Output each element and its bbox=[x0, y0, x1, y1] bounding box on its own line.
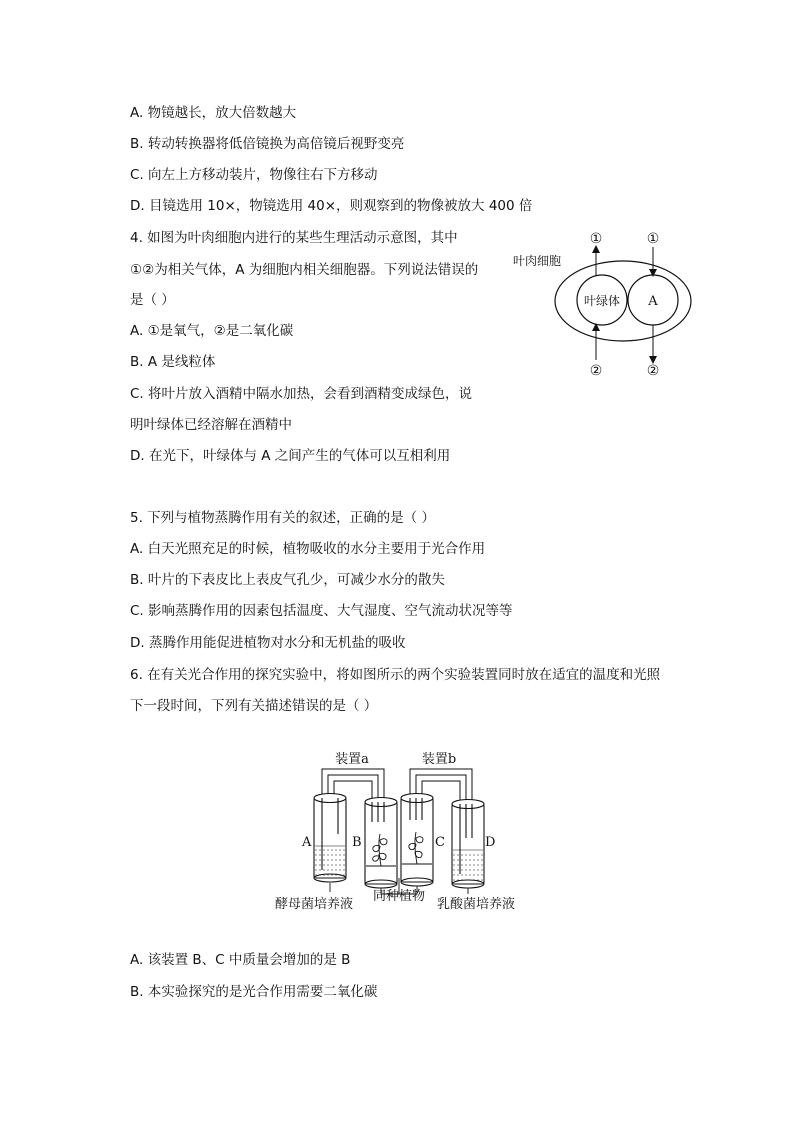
lactic-label: 乳酸菌培养液 bbox=[436, 897, 516, 912]
q5-option-a: A. 白天光照充足的时候，植物吸收的水分主要用于光合作用 bbox=[130, 541, 486, 557]
tube-d bbox=[452, 800, 484, 889]
plant-label: 同种植物 bbox=[372, 889, 426, 904]
device-a-label: 装置a bbox=[335, 752, 369, 767]
q5-stem: 5. 下列与植物蒸腾作用有关的叙述，正确的是（ ） bbox=[130, 510, 435, 526]
device-b-label: 装置b bbox=[421, 752, 457, 767]
q3-option-a: A. 物镜越长，放大倍数越大 bbox=[130, 105, 297, 121]
q4-option-b: B. A 是线粒体 bbox=[130, 354, 216, 370]
mesophyll-cell-diagram bbox=[505, 225, 705, 385]
label-c: C bbox=[435, 835, 445, 850]
cell-label: 叶肉细胞 bbox=[513, 254, 562, 268]
label-d: D bbox=[485, 835, 496, 850]
q6-option-a: A. 该装置 B、C 中质量会增加的是 B bbox=[130, 952, 351, 968]
q4-option-d: D. 在光下，叶绿体与 A 之间产生的气体可以互相利用 bbox=[130, 448, 451, 464]
cell-outline bbox=[555, 261, 691, 341]
apparatus-figure bbox=[262, 742, 532, 920]
q5-option-c: C. 影响蒸腾作用的因素包括温度、大气湿度、空气流动状况等等 bbox=[130, 603, 513, 619]
gas1-right: ① bbox=[646, 231, 660, 247]
tube-a bbox=[314, 794, 346, 883]
q4-option-a: A. ①是氧气，②是二氧化碳 bbox=[130, 323, 294, 339]
yeast-label: 酵母菌培养液 bbox=[274, 897, 354, 912]
q4-stem-line1: 4. 如图为叶肉细胞内进行的某些生理活动示意图，其中 bbox=[130, 230, 458, 246]
gas2-left: ② bbox=[589, 363, 603, 379]
q4-option-c-line2: 明叶绿体已经溶解在酒精中 bbox=[130, 417, 292, 433]
q4-stem-line2: ①②为相关气体，A 为细胞内相关细胞器。下列说法错误的 bbox=[130, 262, 479, 278]
q3-option-b: B. 转动转换器将低倍镜换为高倍镜后视野变亮 bbox=[130, 136, 405, 152]
tube-c bbox=[401, 794, 433, 887]
q6-stem-line1: 6. 在有关光合作用的探究实验中，将如图所示的两个实验装置同时放在适宜的温度和光照 bbox=[130, 667, 661, 683]
organelle-a-label: A bbox=[648, 294, 658, 309]
q5-option-d: D. 蒸腾作用能促进植物对水分和无机盐的吸收 bbox=[130, 635, 406, 651]
gas2-right: ② bbox=[646, 363, 660, 379]
q4-stem-line3: 是（ ） bbox=[130, 292, 175, 308]
q3-option-c: C. 向左上方移动装片，物像往右下方移动 bbox=[130, 167, 378, 183]
gas1-left: ① bbox=[589, 231, 603, 247]
q6-stem-line2: 下一段时间，下列有关描述错误的是（ ） bbox=[130, 698, 378, 714]
label-b: B bbox=[352, 835, 362, 850]
q6-option-b: B. 本实验探究的是光合作用需要二氧化碳 bbox=[130, 984, 378, 1000]
q3-option-d: D. 目镜选用 10×，物镜选用 40×，则观察到的物像被放大 400 倍 bbox=[130, 198, 533, 214]
q5-option-b: B. 叶片的下表皮比上表皮气孔少，可减少水分的散失 bbox=[130, 572, 445, 588]
q4-option-c-line1: C. 将叶片放入酒精中隔水加热，会看到酒精变成绿色，说 bbox=[130, 386, 473, 402]
chloroplast-label: 叶绿体 bbox=[583, 294, 621, 308]
label-a: A bbox=[302, 835, 312, 850]
